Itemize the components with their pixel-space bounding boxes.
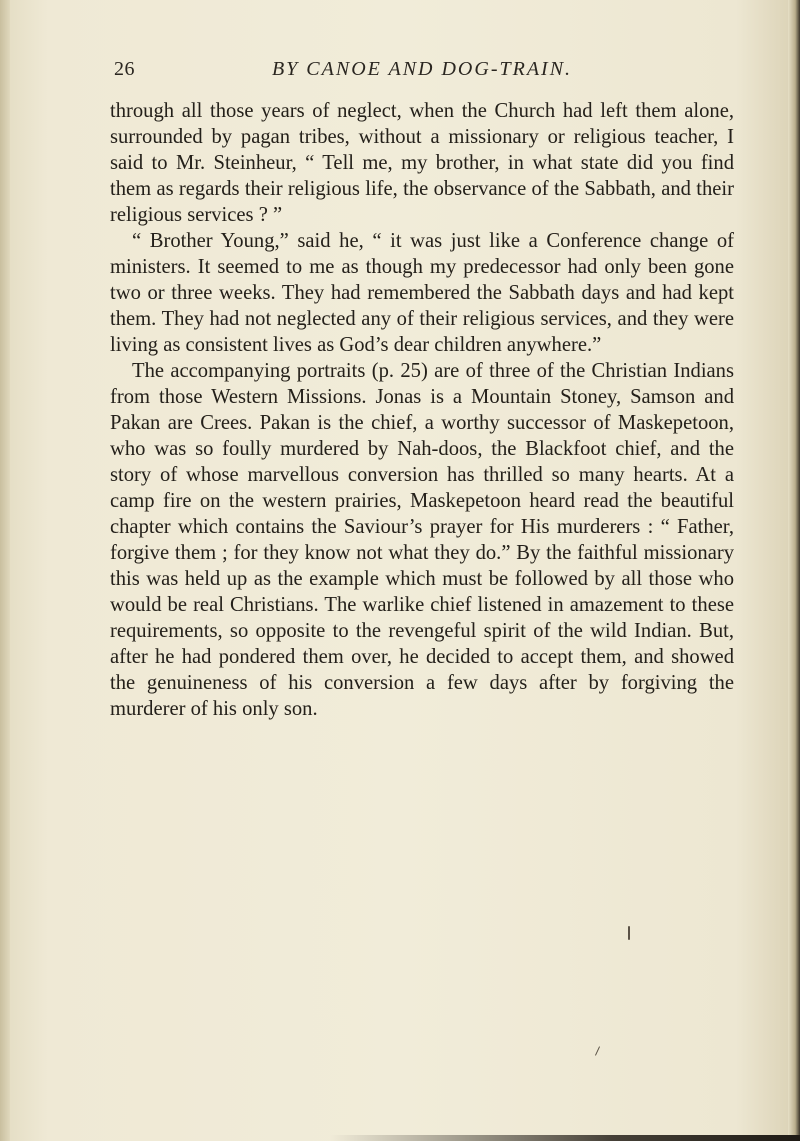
page-header — [110, 58, 734, 84]
paragraph: through all those years of neglect, when the Church had left them alone, surrounded by pagan tribes, without a missionary or religious teacher, I said to Mr. Steinheur, “ Tell me, my brother, in what state did you find them as regards their religious life, the observance of the Sabbath, and their religious services ? ” — [110, 100, 734, 226]
page-gutter-edge — [0, 0, 10, 1141]
body-text — [110, 98, 734, 722]
page-right-edge — [788, 0, 800, 1141]
ink-speck — [595, 1046, 600, 1055]
paragraph: The accompanying portraits (p. 25) are of three of the Christian Indians from those Western Missions. Jonas is a Mountain Stoney, Samson and Pakan are Crees. Pakan is the chief, a worthy successor of Maskepetoon, who was so foully murdered by Nah-doos, the Blackfoot chief, and the story of whose marvellous conversion has thrilled so many hearts. At a camp fire on the western prairies, Maskepetoon heard read the beautiful chapter which contains the Saviour’s prayer for His murderers : “ Father, forgive them ; for they know not what they do.” By the faithful missionary this was held up as the example which must be followed by all those who would be real Christians. The warlike chief listened in amazement to these requirements, so opposite to the revengeful spirit of the wild Indian. But, after he had pondered them over, he decided to accept them, and showed the genuineness of his conversion a few days after by forgiving the murderer of his only son. — [110, 360, 734, 720]
page-number: 26 — [114, 58, 135, 80]
ink-speck — [628, 926, 630, 940]
paragraph: “ Brother Young,” said he, “ it was just like a Conference change of ministers. It seemed to me as though my predecessor had only been gone two or three weeks. They had remembered the Sabbath days and had kept them. They had not neglected any of their religious services, and they were living as consistent lives as God’s dear children anywhere.” — [110, 230, 734, 356]
running-head: BY CANOE AND DOG-TRAIN. — [271, 58, 573, 80]
page-bottom-shadow — [330, 1135, 800, 1141]
